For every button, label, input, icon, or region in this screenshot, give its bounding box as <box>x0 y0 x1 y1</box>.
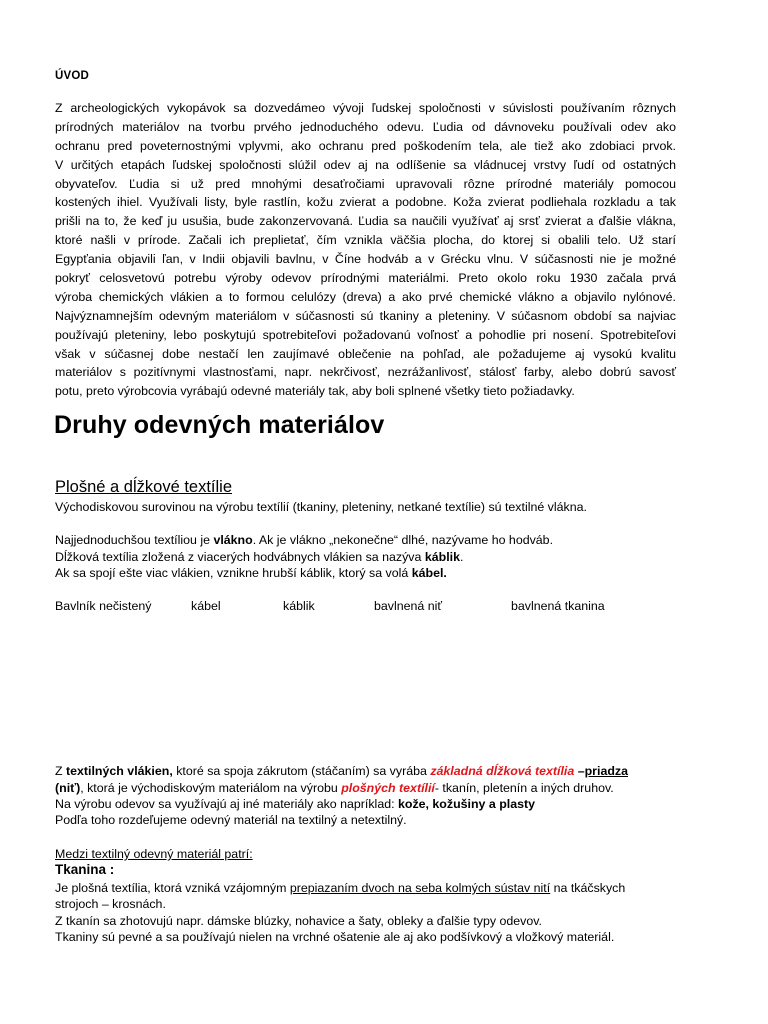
tkanina-line-4: Tkaniny sú pevné a sa používajú nielen na vrchné ošatenie ale aj ako podšívkový a vložkový materiál. <box>55 930 615 944</box>
intro-line: Z archeologických vykopávok sa dozvedámeo vývoji ľudskej spoločnosti v súvislosti používaním rôznych <box>55 101 676 115</box>
sub-intro-text: Východiskovou surovinou na výrobu textílií (tkaniny, pleteniny, netkané textílie) sú textilné vlákna. <box>55 500 587 514</box>
intro-line: však v súčasnej dobe nestačí len zaujímavé oblečenie na pohľad, ale požadujeme aj vysokú kvalitu <box>55 346 676 361</box>
intro-line: ochranu pred poveternostnými vplyvmi, ako ochranu pred poškodením tela, ale tiež ako zdobiaci prvok. <box>55 138 676 153</box>
intro-line: používajú pleteniny, lebo poskytujú spotrebiteľovi požadovanú voľnosť a pohodlie pri nosení. Spotrebiteľovi <box>55 327 676 342</box>
image-label: káblik <box>283 599 315 613</box>
tkanina-line-1 <box>55 881 625 895</box>
bold-term: textilných vlákien, <box>66 764 173 778</box>
underlined-term: prepiazaním dvoch na seba kolmých sústav nití <box>289 881 551 895</box>
intro-line: materiálov s pozitívnymi vlastnosťami, napr. nekrčivosť, nezrážanlivosť, stálosť farby, alebo dobrú savosť <box>55 365 676 380</box>
definition-line-1 <box>55 533 553 547</box>
text-span: - tkanín, pletenín a iných druhov. <box>434 781 614 795</box>
tkanina-line-3: Z tkanín sa zhotovujú napr. dámske blúzky, nohavice a šaty, obleky a ďalšie typy odevov. <box>55 914 542 928</box>
subsection-title: Plošné a dĺžkové textílie <box>55 478 233 496</box>
yarn-line-3 <box>55 797 535 811</box>
highlight-term: základná dĺžková textília <box>430 764 575 778</box>
intro-line: pokryť celosvetovú potrebu výroby odevov prírodnými materiálmi. Preto okolo roku 1930 začala prvá <box>55 271 676 286</box>
text-span: Je plošná textília, ktorá vzniká vzájomným <box>55 881 290 895</box>
intro-line: ktoré našli v prírode. Začali ich preplietať, čím vznikla väčšia plocha, do ktorej si obalili telo. Už starí <box>55 233 676 248</box>
text-span: . <box>459 550 464 564</box>
intro-line: prišli na to, že keď ju usušia, bude zakonzervovaná. Ľudia sa naučili využívať aj srsť zvierat a ďalšie vlákna, <box>55 214 676 229</box>
intro-line: obyvateľov. Ľudia si už pred mnohými desaťročiami upravovali rôzne prírodné materiály pomocou <box>55 176 676 191</box>
text-span: Z <box>55 764 67 778</box>
definition-line-2 <box>55 550 463 564</box>
tkanina-title: Tkanina : <box>55 862 115 877</box>
text-span: na tkáčskych <box>550 881 626 895</box>
image-label: bavlnená tkanina <box>511 599 605 613</box>
bold-term-kabel: kábel. <box>411 566 447 580</box>
highlight-term: plošných textílií <box>341 781 435 795</box>
tkanina-line-2: strojoch – krosnách. <box>55 897 166 911</box>
textile-header: Medzi textilný odevný materiál patrí: <box>55 847 253 861</box>
text-span: ktoré sa spoja zákrutom (stáčaním) sa vyrába <box>172 764 431 778</box>
intro-line: V určitých etapách ľudskej spoločnosti slúžil odev aj na odlíšenie sa vládnucej vrstvy ľudí od ostatných <box>55 157 676 172</box>
intro-paragraph <box>55 99 676 401</box>
bold-term-kablik: káblik <box>424 550 460 564</box>
definition-line-3 <box>55 566 447 580</box>
intro-line: Egypťania objavili ľan, v Indii objavili bavlnu, v Číne hodváb a v Grécku vlnu. V súčasnosti nie je možné <box>55 252 676 267</box>
intro-line: Najvýznamnejším odevným materiálom v súčasnosti sú tkaniny a pleteniny. V súčasnom období sa najviac <box>55 308 676 323</box>
image-label: bavlnená niť <box>374 599 443 613</box>
heading-uvod: ÚVOD <box>55 70 90 82</box>
text-span: , ktorá je východiskovým materiálom na výrobu <box>80 781 342 795</box>
bold-term: – <box>574 764 585 778</box>
text-span: . Ak je vlákno „nekonečne“ dlhé, nazývame ho hodváb. <box>252 533 554 547</box>
intro-line: potu, preto výrobcovia vyrábajú odevné materiály tak, aby boli splnené všetky tieto požiadavky. <box>55 384 575 399</box>
image-label: kábel <box>191 599 221 613</box>
bold-term: kože, kožušiny a plasty <box>397 797 536 811</box>
section-title: Druhy odevných materiálov <box>54 411 385 439</box>
intro-line: výroba chemických vlákien a to formou celulózy (dreva) a ako prvé chemické vlákno a objavilo nylónové. <box>55 289 676 304</box>
bold-term-vlakno: vlákno <box>213 533 253 547</box>
bold-underlined-term: priadza <box>584 764 628 778</box>
yarn-line-1 <box>55 764 628 778</box>
intro-line: prírodných materiálov na tvorbu prvého jednoduchého odevu. Ľudia od dávnoveku používali odev ako <box>55 119 676 134</box>
bold-term: (niť) <box>55 781 81 795</box>
yarn-line-4: Podľa toho rozdeľujeme odevný materiál na textilný a netextilný. <box>55 813 407 827</box>
yarn-line-2 <box>55 781 614 795</box>
text-span: Najjednoduchšou textíliou je <box>55 533 214 547</box>
text-span: Na výrobu odevov sa využívajú aj iné materiály ako napríklad: <box>55 797 398 811</box>
text-span: Dĺžková textília zložená z viacerých hodvábnych vlákien sa nazýva <box>55 550 425 564</box>
intro-line: kostených ihiel. Využívali listy, byle rastlín, kožu zvierat a podobne. Koža zvierat podliehala rozkladu a tak <box>55 195 676 210</box>
image-label: Bavlník nečistený <box>55 599 152 613</box>
text-span: Ak sa spojí ešte viac vlákien, vznikne hrubší káblik, ktorý sa volá <box>55 566 412 580</box>
